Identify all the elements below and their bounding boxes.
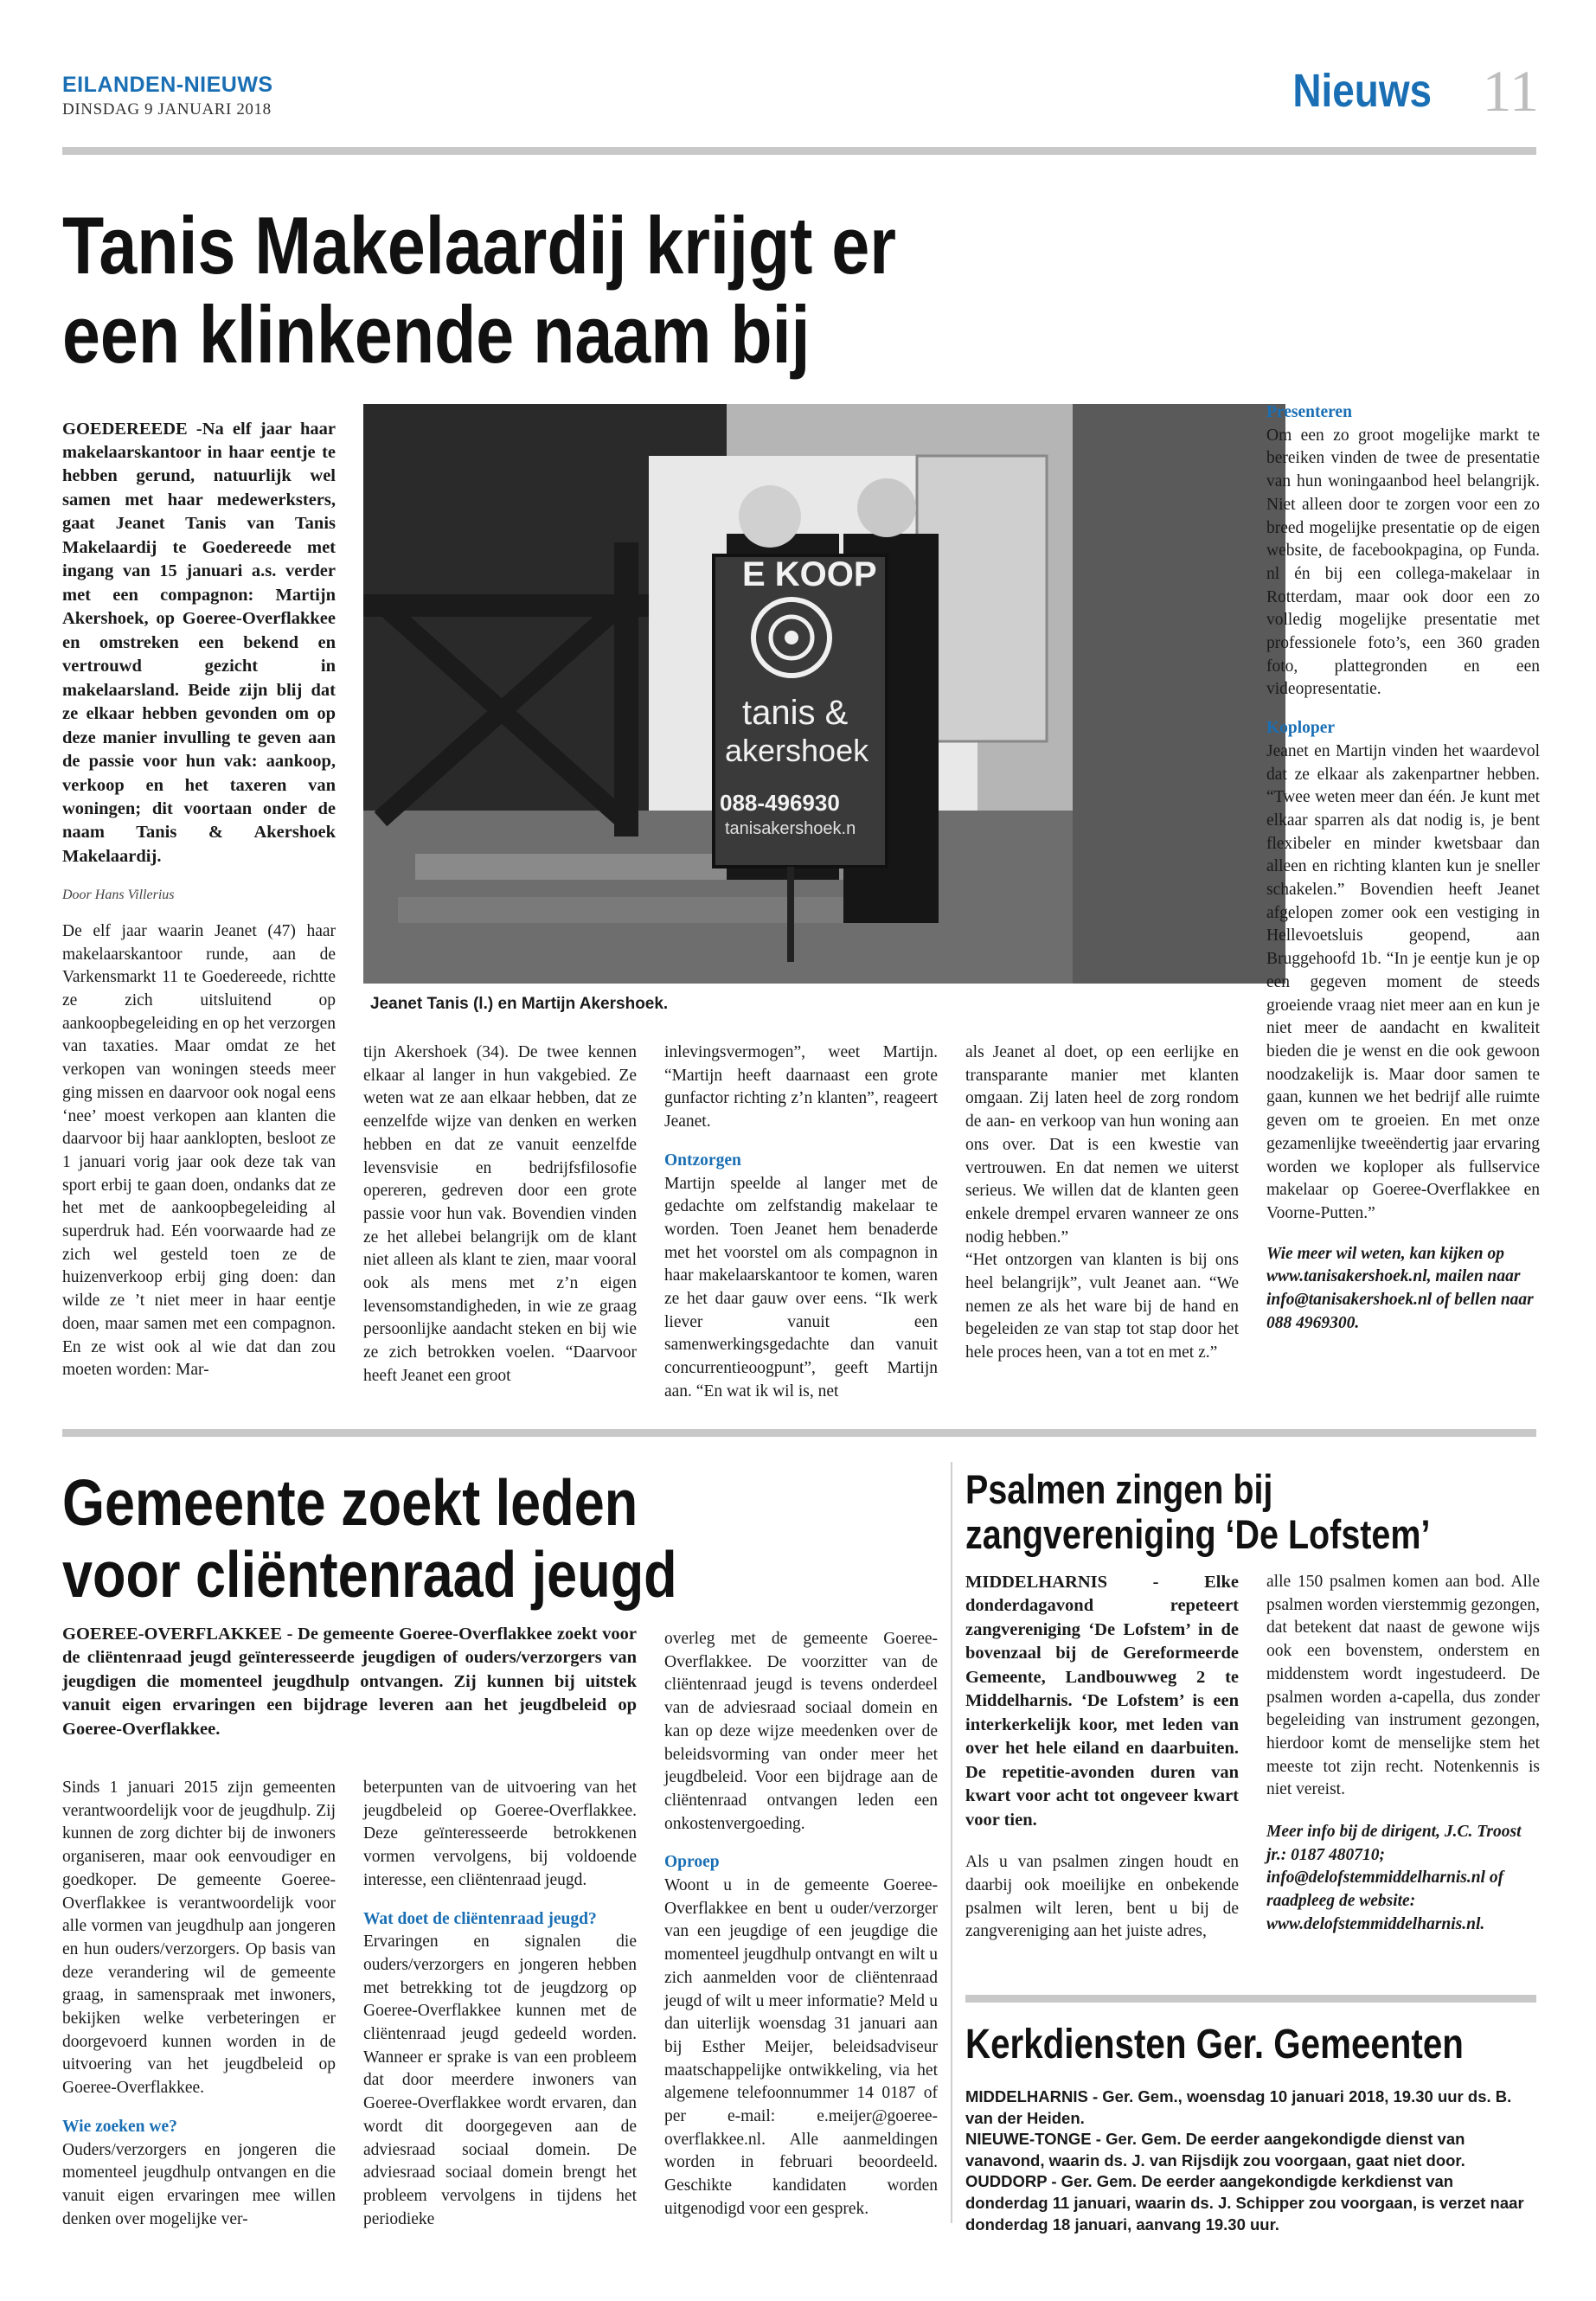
article3-lead: MIDDELHARNIS - Elke donderdagavond repeteert zangvereniging ‘De Lofstem’ in de bovenzaal bij de Gereformeerde Gemeente, Landbouwweg 2 te Middelharnis. ‘De Lofstem’ is een interkerkelijk koor, met leden van over het hele eiland en daarbuiten. De repetitie-avonden duren van kwart voor acht tot ongeveer kwart voor tien. [965, 1573, 1239, 1830]
article1-lead: GOEDEREEDE -Na elf jaar haar makelaarskantoor in haar eentje te hebben gerund, natuurlijk wel samen met haar medewerksters, gaat Jeanet Tanis van Tanis Makelaardij te Goedereede met ingang van 15 januari a.s. verder met een compagnon: Martijn Akershoek, op Goeree-Overflakkee en omstreken een bekend en vertrouwd gezicht in makelaarsland. Beide zijn blij dat ze elkaar hebben gevonden om op deze manier invulling te geven aan de passie voor hun vak: aankoop, verkoop en het taxeren van woningen; dit voortaan onder de naam Tanis & Akershoek Makelaardij. [62, 419, 336, 866]
page-number: 11 [1482, 58, 1539, 124]
article2-col1 [62, 1777, 336, 2231]
kerk-rule [965, 1995, 1536, 2003]
article4-headline: Kerkdiensten Ger. Gemeenten [965, 2022, 1464, 2067]
kerkdienst-item [965, 2086, 1540, 2129]
kerkdienst-place: NIEUWE-TONGE - [965, 2130, 1101, 2149]
subheading-wat-doet: Wat doet de cliëntenraad jeugd? [363, 1909, 597, 1928]
mid-rule [62, 1429, 1536, 1437]
article2-col2 [363, 1777, 637, 2231]
top-rule [62, 147, 1536, 155]
article2-headline [62, 1467, 927, 1610]
headline-line: Gemeente zoekt leden [62, 1466, 638, 1539]
photo-sign-brand2: akershoek [725, 733, 869, 768]
subheading-koploper: Koploper [1266, 719, 1336, 738]
photo-sign-web: tanisakershoek.n [725, 819, 856, 838]
kerkdienst-place: MIDDELHARNIS - [965, 2087, 1099, 2106]
article1-col2 [363, 1042, 637, 1388]
article1-headline [62, 201, 1100, 380]
article1-col5 [1266, 401, 1540, 1335]
article1-col3-p1: inlevingsvermogen”, weet Martijn. “Martijn heeft daarnaast een grote gunfactor richting z’n klanten”, reageert Jeanet. [664, 1043, 938, 1131]
headline-line: Psalmen zingen bij [965, 1466, 1273, 1512]
article1-col1 [62, 400, 336, 1399]
article1-closing: Wie meer wil weten, kan kijken op www.tanisakershoek.nl, mailen naar info@tanisakershoek.nl of bellen naar 088 4969300. [1266, 1244, 1534, 1332]
article2-col3-p1: overleg met de gemeente Goeree-Overflakkee. De voorzitter van de cliëntenraad jeugd is tevens onderdeel van de adviesraad sociaal domein en kan op deze wijze meedenken over de beleidsvorming van onder meer het jeugdbeleid. Voor een bijdrage aan de cliëntenraad ontvangen leden een onkostenvergoeding. [664, 1630, 938, 1833]
article2-lead: GOEREE-OVERFLAKKEE - De gemeente Goeree-Overflakkee zoekt voor de cliëntenraad jeugd geïnteresseerde jeugdigen of ouders/verzorgers van jeugdigen die momenteel jeugdhulp ontvangen. Zij kunnen bij uitstek vanuit eigen ervaringen een bijdrage leveren aan het jeugdbeleid op Goeree-Overflakkee. [62, 1625, 637, 1739]
article1-col3 [664, 1042, 938, 1404]
headline-line: Tanis Makelaardij krijgt er [62, 200, 896, 291]
article3-col1 [965, 1571, 1239, 1960]
headline-line: een klinkende naam bij [62, 289, 811, 381]
article1-col4 [965, 1042, 1239, 1365]
masthead-brand: EILANDEN-NIEUWS [62, 73, 273, 97]
article1-col5-p1: Om een zo groot mogelijke markt te bereiken vinden de twee de presentatie van hun woningaanbod heel belangrijk. Niet alleen door te zorgen voor een zo breed mogelijke presentatie op de eigen website, de facebookpagina, op Funda. nl én bij een collega-makelaar in Rotterdam, maar ook door een zo volledig mogelijke presentatie met professionele foto’s, een 360 graden foto, plattegronden en een videopresentatie. [1266, 426, 1540, 699]
kerkdienst-item [965, 2129, 1540, 2171]
article2-col2-p2: Ervaringen en signalen die ouders/verzorgers en jongeren hebben met betrekking tot de jeugdzorg op Goeree-Overflakkee kunnen met de cliëntenraad jeugd gedeeld worden. Wanneer er sprake is van een probleem dat door meerdere inwoners van Goeree-Overflakkee wordt ervaren, dan wordt dit doorgegeven aan de adviesraad sociaal domein. De adviesraad sociaal domein brengt het probleem vervolgens in tijdens het periodieke [363, 1932, 637, 2228]
article3-col2 [1266, 1571, 1540, 1937]
column-divider [951, 1462, 952, 2223]
article2-col2-p1: beterpunten van de uitvoering van het jeugdbeleid op Goeree-Overflakkee. Deze geïnteresseerde betrokkenen vormen vervolgens, bij voldoende interesse, een cliëntenraad jeugd. [363, 1779, 637, 1889]
section-title: Nieuws [1292, 65, 1432, 117]
kerkdienst-place: OUDDORP - [965, 2172, 1057, 2191]
photo-sign-phone: 088-496930 [720, 790, 840, 816]
masthead-date: DINSDAG 9 JANUARI 2018 [62, 100, 272, 119]
photo-caption: Jeanet Tanis (l.) en Martijn Akershoek. [370, 995, 669, 1013]
article1-col2-body: tijn Akershoek (34). De twee kennen elkaar al langer in hun vakgebied. Ze weten wat ze aan elkaar hebben, dat ze eenzelfde wijze van denken en werken hebben en dat ze vanuit eenzelfde levensvisie en bedrijfsfilosofie opereren, gedreven door een grote passie voor hun vak. Bovendien vinden ze het allebei belangrijk om de klant niet alleen als klant te zien, maar vooral ook als mens met z’n eigen levensomstandigheden, in wie ze graag persoonlijke aandacht steken en bij wie ze zich betrokken voelen. “Daarvoor heeft Jeanet een groot [363, 1043, 637, 1385]
article1-col4-p2: “Het ontzorgen van klanten is bij ons heel belangrijk”, vult Jeanet aan. “We nemen ze als het ware bij de hand en begeleiden ze van stap tot stap door het hele proces heen, van a tot en met z.” [965, 1251, 1239, 1362]
kerkdienst-item [965, 2171, 1540, 2235]
subheading-oproep: Oproep [664, 1853, 720, 1872]
article3-col1-p: Als u van psalmen zingen houdt en daarbij ook moeilijke en onbekende psalmen wilt leren, bent u bij de zangvereniging aan het juiste adres, [965, 1853, 1239, 1941]
article3-info: Meer info bij de dirigent, J.C. Troost jr.: 0187 480710; info@delofstemmiddelharnis.nl of raadpleeg de website: www.delofstemmiddelharnis.nl. [1266, 1823, 1522, 1933]
article2-col3-p2: Woont u in de gemeente Goeree-Overflakkee en bent u ouder/verzorger van een jeugdige of een jeugdige die momenteel jeugdhulp ontvangt en wilt u zich aanmelden voor de cliëntenraad jeugd of wilt u meer informatie? Meld u dan uiterlijk woensdag 31 januari aan bij Esther Meijer, beleidsadviseur maatschappelijke ontwikkeling, via het algemene telefoonnummer 14 0187 of per e-mail: e.meijer@goeree-overflakkee.nl. Alle aanmeldingen worden in februari beoordeeld. Geschikte kandidaten worden uitgenodigd voor een gesprek. [664, 1876, 938, 2218]
article1-col5-p2: Jeanet en Martijn vinden het waardevol dat ze elkaar als zakenpartner hebben. “Twee weten meer dan één. Je kunt met elkaar sparren als dat nodig is, je bent flexibeler en minder kwetsbaar dan alleen en richting klanten kun je sneller schakelen.” Bovendien heeft Jeanet afgelopen zomer ook een vestiging in Hellevoetsluis geopend, aan Bruggehoofd 1b. “In je eentje kun je op een gegeven moment de steeds groeiende vraag niet meer aan en kun je niet meer de aandacht en kwaliteit bieden die je wenst en die ook gewoon noodzakelijk is. Maar door samen te gaan, kunnen we het bedrijf alle ruimte geven om te groeien. En met onze gezamenlijke tweeëndertig jaar ervaring worden we koploper als fullservice makelaar op Goeree-Overflakkee en Voorne-Putten.” [1266, 741, 1540, 1222]
headline-line: zangvereniging ‘De Lofstem’ [965, 1510, 1431, 1557]
article1-col4-p1: als Jeanet al doet, op een eerlijke en transparante manier met klanten omgaan. Zij laten heel de zorg rondom de aan- en verkoop van hun woning aan ons over. Dat is een kwestie van vertrouwen. En dat nemen we uiterst serieus. We willen dat de klanten geen enkele drempel ervaren wanneer ze ons nodig hebben.” [965, 1043, 1239, 1247]
byline: Door Hans Villerius [62, 888, 175, 903]
kerkdienst-text: Ger. Gem., woensdag 10 januari 2018, 19.30 uur ds. B. van der Heiden. [965, 2087, 1512, 2127]
photo-sign-top: E KOOP [742, 555, 877, 593]
article1-col1-body: De elf jaar waarin Jeanet (47) haar makelaarskantoor runde, aan de Varkensmarkt 11 te Goedereede, richtte ze zich uitsluitend op aankoopbegeleiding en op het verzorgen van taxaties. Maar omdat ze het verkopen van woningen steeds meer ging missen en daarvoor ook nogal eens ‘nee’ moest verkopen aan klanten die daarvoor bij haar aanklopten, besloot ze 1 januari vorig jaar ook deze tak van sport erbij te gaan doen, ondanks dat ze het met de aankoopbegeleiding al superdruk had. Eén voorwaarde had ze zich wel gesteld toen ze de huizenverkoop erbij ging doen: dan wilde ze ’t niet meer in haar eentje doen, maar samen met een compagnon. En ze wist ook al wie dat dan zou moeten worden: Mar- [62, 921, 336, 1380]
kerkdienst-text: Ger. Gem. De eerder aangekondigde dienst van vanavond, waarin ds. J. van Rijsdijk zou voorgaan, gaat niet door. [965, 2130, 1465, 2170]
article3-col2-p: alle 150 psalmen komen aan bod. Alle psalmen worden vierstemmig gezongen, dat betekent dat naast de gewone wijs ook een bovenstem, onderstem en middenstem wordt ingestudeerd. De psalmen worden a-capella, dus zonder begeleiding van instrument gezongen, hierdoor komt de menselijke stem het meeste tot zijn recht. Notenkennis is niet vereist. [1266, 1573, 1540, 1799]
subheading-presenteren: Presenteren [1266, 403, 1352, 421]
article3-headline [965, 1467, 1588, 1556]
subheading-wie-zoeken-we: Wie zoeken we? [62, 2117, 177, 2136]
article2-col1-p1: Sinds 1 januari 2015 zijn gemeenten verantwoordelijk voor de jeugdhulp. Zij kunnen de zorg dichter bij de inwoners organiseren, maar ook eenvoudiger en goedkoper. De gemeente Goeree-Overflakkee is verantwoordelijk voor alle vormen van jeugdhulp aan jongeren en hun ouders/verzorgers. Op basis van deze verandering wil de gemeente graag, in samenspraak met inwoners, bekijken welke verbeteringen er doorgevoerd kunnen worden in de uitvoering van het jeugdbeleid op Goeree-Overflakkee. [62, 1779, 336, 2098]
article1-col3-p2: Martijn speelde al langer met de gedachte om zelfstandig makelaar te worden. Toen Jeanet hem benaderde met het voorstel om als compagnon in haar makelaarskantoor te komen, waren ze het daar gauw over eens. “Ik werk liever vanuit een samenwerkingsgedachte dan vanuit concurrentieoogpunt”, geeft Martijn aan. “En wat ik wil is, net [664, 1174, 938, 1400]
article2-col1-p2: Ouders/verzorgers en jongeren die momenteel jeugdhulp ontvangen en die vanuit eigen ervaringen mee willen denken over mogelijke ver- [62, 2140, 336, 2228]
article1-photo [363, 404, 1285, 984]
article2-col3 [664, 1628, 938, 2221]
kerkdiensten-list [965, 2086, 1540, 2235]
subheading-ontzorgen: Ontzorgen [664, 1150, 741, 1170]
headline-line: voor cliëntenraad jeugd [62, 1537, 677, 1611]
kerkdienst-text: Ger. Gem. De eerder aangekondigde kerkdienst van donderdag 11 januari, waarin ds. J. Schipper zou voorgaan, is verzet naar donderdag 18 januari, aanvang 19.30 uur. [965, 2172, 1524, 2234]
photo-sign-brand1: tanis & [742, 694, 849, 732]
